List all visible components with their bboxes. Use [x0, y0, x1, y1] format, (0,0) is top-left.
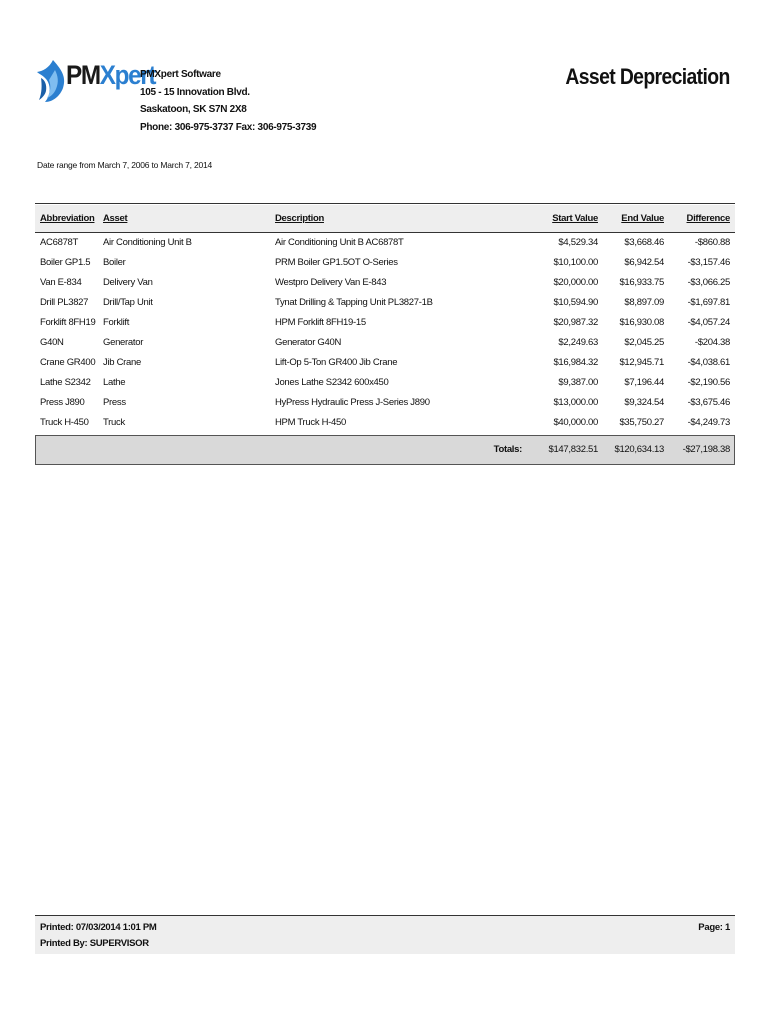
table-row [35, 253, 735, 273]
cell-asset: Press [103, 397, 126, 408]
table-row [35, 413, 735, 433]
cell-asset: Generator [103, 337, 144, 348]
cell-description: Lift-Op 5-Ton GR400 Jib Crane [275, 357, 398, 368]
cell-abbreviation: Van E-834 [40, 277, 82, 288]
cell-end-value: $3,668.46 [624, 237, 664, 248]
table-header-row [35, 205, 735, 233]
cell-end-value: $7,196.44 [624, 377, 664, 388]
totals-end-value: $120,634.13 [614, 444, 664, 455]
cell-start-value: $10,100.00 [553, 257, 598, 268]
cell-description: HyPress Hydraulic Press J-Series J890 [275, 397, 430, 408]
cell-abbreviation: Crane GR400 [40, 357, 96, 368]
cell-end-value: $8,897.09 [624, 297, 664, 308]
logo-text-pm: PM [66, 60, 100, 90]
asset-table [35, 205, 735, 433]
company-phone: Phone: 306-975-3737 Fax: 306-975-3739 [140, 121, 317, 133]
company-info [140, 66, 316, 136]
cell-end-value: $16,930.08 [619, 317, 664, 328]
cell-end-value: $12,945.71 [619, 357, 664, 368]
printed-timestamp: Printed: 07/03/2014 1:01 PM [40, 922, 157, 933]
cell-abbreviation: G40N [40, 337, 64, 348]
table-row [35, 373, 735, 393]
cell-start-value: $10,594.90 [553, 297, 598, 308]
table-row [35, 233, 735, 253]
cell-start-value: $20,987.32 [553, 317, 598, 328]
cell-asset: Truck [103, 417, 125, 428]
page-number: Page: 1 [698, 922, 730, 933]
totals-row [35, 435, 735, 465]
cell-difference: -$4,057.24 [687, 317, 730, 328]
date-range: Date range from March 7, 2006 to March 7, 2014 [37, 160, 213, 170]
cell-description: Jones Lathe S2342 600x450 [275, 377, 389, 388]
cell-difference: -$4,038.61 [687, 357, 730, 368]
cell-difference: -$4,249.73 [687, 417, 730, 428]
cell-difference: -$1,697.81 [687, 297, 730, 308]
cell-asset: Air Conditioning Unit B [103, 237, 192, 248]
column-header-abbreviation: Abbreviation [40, 213, 95, 224]
cell-abbreviation: Forklift 8FH19 [40, 317, 96, 328]
column-header-description: Description [275, 213, 324, 224]
cell-abbreviation: Drill PL3827 [40, 297, 89, 308]
cell-start-value: $13,000.00 [553, 397, 598, 408]
cell-start-value: $9,387.00 [558, 377, 598, 388]
printed-by: Printed By: SUPERVISOR [40, 938, 149, 949]
column-header-asset: Asset [103, 213, 128, 224]
column-header-difference: Difference [686, 213, 730, 224]
cell-abbreviation: Boiler GP1.5 [40, 257, 91, 268]
cell-asset: Boiler [103, 257, 126, 268]
cell-start-value: $4,529.34 [558, 237, 598, 248]
cell-difference: -$3,157.46 [687, 257, 730, 268]
cell-abbreviation: Press J890 [40, 397, 85, 408]
cell-end-value: $35,750.27 [619, 417, 664, 428]
table-row [35, 333, 735, 353]
report-title: Asset Depreciation [565, 64, 730, 89]
column-header-end-value: End Value [621, 213, 664, 224]
logo-text-xpert: Xpert [99, 60, 156, 90]
cell-abbreviation: Lathe S2342 [40, 377, 91, 388]
cell-end-value: $6,942.54 [624, 257, 664, 268]
cell-difference: -$3,675.46 [687, 397, 730, 408]
cell-description: Generator G40N [275, 337, 342, 348]
cell-asset: Forklift [103, 317, 130, 328]
totals-difference: -$27,198.38 [682, 444, 730, 455]
table-row [35, 273, 735, 293]
cell-difference: -$204.38 [694, 337, 730, 348]
cell-end-value: $9,324.54 [624, 397, 664, 408]
cell-description: Air Conditioning Unit B AC6878T [275, 237, 404, 248]
table-row [35, 393, 735, 413]
table-row [35, 353, 735, 373]
company-address-line2: Saskatoon, SK S7N 2X8 [140, 104, 247, 115]
table-row [35, 293, 735, 313]
cell-start-value: $16,984.32 [553, 357, 598, 368]
cell-difference: -$3,066.25 [687, 277, 730, 288]
page-footer [35, 915, 735, 954]
cell-description: Westpro Delivery Van E-843 [275, 277, 387, 288]
cell-asset: Delivery Van [103, 277, 153, 288]
cell-difference: -$2,190.56 [687, 377, 730, 388]
cell-abbreviation: Truck H-450 [40, 417, 89, 428]
cell-abbreviation: AC6878T [40, 237, 79, 248]
table-top-rule [35, 203, 735, 204]
cell-description: HPM Forklift 8FH19-15 [275, 317, 366, 328]
cell-start-value: $20,000.00 [553, 277, 598, 288]
cell-description: HPM Truck H-450 [275, 417, 346, 428]
company-name: PMXpert Software [140, 69, 221, 80]
company-address-line1: 105 - 15 Innovation Blvd. [140, 86, 250, 98]
cell-asset: Lathe [103, 377, 126, 388]
cell-description: Tynat Drilling & Tapping Unit PL3827-1B [275, 297, 433, 308]
cell-start-value: $2,249.63 [558, 337, 598, 348]
cell-difference: -$860.88 [694, 237, 730, 248]
cell-asset: Drill/Tap Unit [103, 297, 153, 308]
logo-mark-icon [36, 58, 70, 104]
cell-start-value: $40,000.00 [553, 417, 598, 428]
column-header-start-value: Start Value [552, 213, 598, 224]
cell-end-value: $16,933.75 [619, 277, 664, 288]
company-logo [36, 58, 156, 104]
cell-asset: Jib Crane [103, 357, 141, 368]
cell-end-value: $2,045.25 [624, 337, 664, 348]
cell-description: PRM Boiler GP1.5OT O-Series [275, 257, 398, 268]
totals-label: Totals: [493, 444, 522, 455]
table-row [35, 313, 735, 333]
totals-start-value: $147,832.51 [548, 444, 598, 455]
